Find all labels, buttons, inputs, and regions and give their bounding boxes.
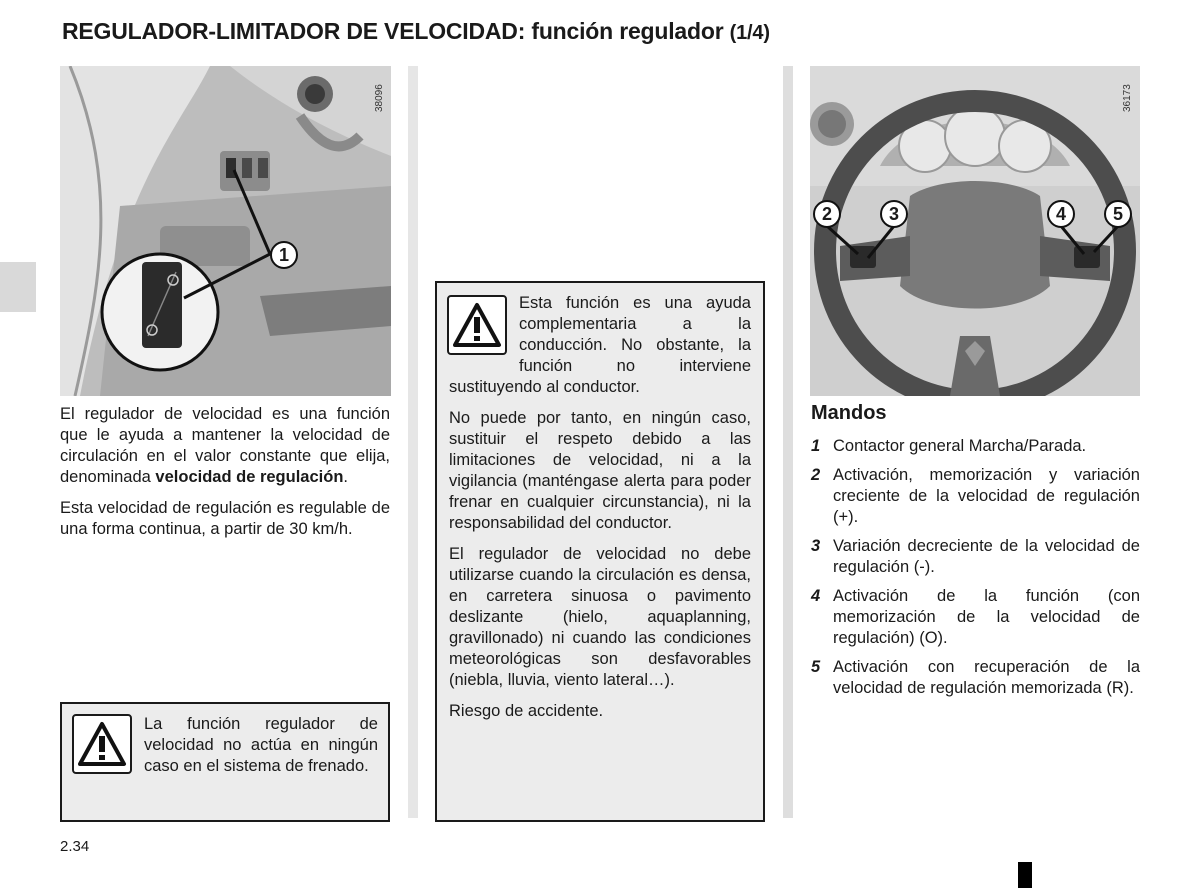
list-item (811, 536, 1140, 578)
mandos-list (811, 436, 1140, 707)
page-title (62, 18, 770, 45)
item-text: Activación con recuperación de la velocidad de regulación memorizada (R). (833, 658, 1140, 697)
callout-4 (1047, 200, 1075, 228)
item-number: 4 (811, 587, 821, 605)
intro-p1-end: . (343, 468, 348, 486)
callout-1 (270, 241, 298, 269)
callout-3 (880, 200, 908, 228)
callout-4-label: 4 (1055, 203, 1066, 224)
warning-paragraph-1 (449, 293, 751, 398)
item-number: 5 (811, 658, 821, 676)
column-divider-left (408, 66, 418, 818)
item-number: 3 (811, 537, 821, 555)
driver-assist-warning-box (435, 281, 765, 822)
item-number: 1 (811, 437, 821, 455)
icon-spacer (449, 293, 519, 365)
brake-warning-box (60, 702, 390, 822)
callout-5-label: 5 (1112, 203, 1123, 224)
item-number: 2 (811, 466, 821, 484)
item-text: Contactor general Marcha/Parada. (833, 437, 1087, 455)
item-text: Variación decreciente de la velocidad de regulación (-). (833, 537, 1140, 576)
list-item (811, 465, 1140, 528)
intro-paragraph-1 (60, 404, 390, 488)
item-text: Activación de la función (con memorización de la velocidad de regulación) (O). (833, 587, 1140, 647)
steering-wheel-photo (810, 66, 1140, 396)
warning-p1-text: Esta función es una ayuda complementaria a la conducción. No obstante, la función no interviene sustituyendo al conductor. (449, 294, 751, 396)
warning-triangle-icon (72, 714, 132, 774)
callout-2-label: 2 (821, 203, 832, 224)
page-indicator: (1/4) (729, 22, 770, 44)
callout-3-label: 3 (888, 203, 899, 224)
title-text: REGULADOR-LIMITADOR DE VELOCIDAD: función regulador (62, 18, 724, 44)
intro-paragraph-2: Esta velocidad de regulación es regulable de una forma continua, a partir de 30 km/h. (60, 499, 390, 538)
list-item (811, 586, 1140, 649)
list-item (811, 657, 1140, 699)
page-number: 2.34 (60, 838, 90, 855)
intro-p1-bold: velocidad de regulación (155, 468, 344, 486)
warning-paragraph-3: El regulador de velocidad no debe utilizarse cuando la circulación es densa, en carretera sinuosa o pavimento deslizante (hielo, aquaplanning, gravillonado) ni cuando las condiciones meteorológicas son desfavorables (niebla, lluvia, viento lateral…). (449, 545, 751, 689)
mandos-heading: Mandos (811, 402, 887, 424)
intro-text (60, 404, 390, 550)
intro-p1-text: El regulador de velocidad es una función que le ayuda a mantener la velocidad de circulación en el valor constante que elija, denominada (60, 405, 390, 486)
warning-paragraph-2: No puede por tanto, en ningún caso, sustituir el respeto debido a las limitaciones de velocidad, ni a la vigilancia (manténgase alerta para poder frenar en cualquier circunstancia), ni la responsabilidad del conductor. (449, 409, 751, 532)
section-tab-marker (0, 262, 36, 312)
photo-ref-code: 38096 (374, 84, 385, 112)
callout-1-label: 1 (278, 244, 289, 265)
callout-5 (1104, 200, 1132, 228)
item-text: Activación, memorización y variación creciente de la velocidad de regulación (+). (833, 466, 1140, 526)
photo-ref-code: 36173 (1122, 84, 1133, 112)
column-divider-right (783, 66, 793, 818)
driver-assist-warning-text (449, 293, 751, 732)
page-edge-marker (1018, 862, 1032, 888)
warning-paragraph-4: Riesgo de accidente. (449, 702, 604, 720)
callout-2 (813, 200, 841, 228)
brake-warning-text: La función regulador de velocidad no actúa en ningún caso en el sistema de frenado. (144, 715, 378, 775)
cruise-switch-photo (60, 66, 391, 396)
list-item (811, 436, 1140, 457)
